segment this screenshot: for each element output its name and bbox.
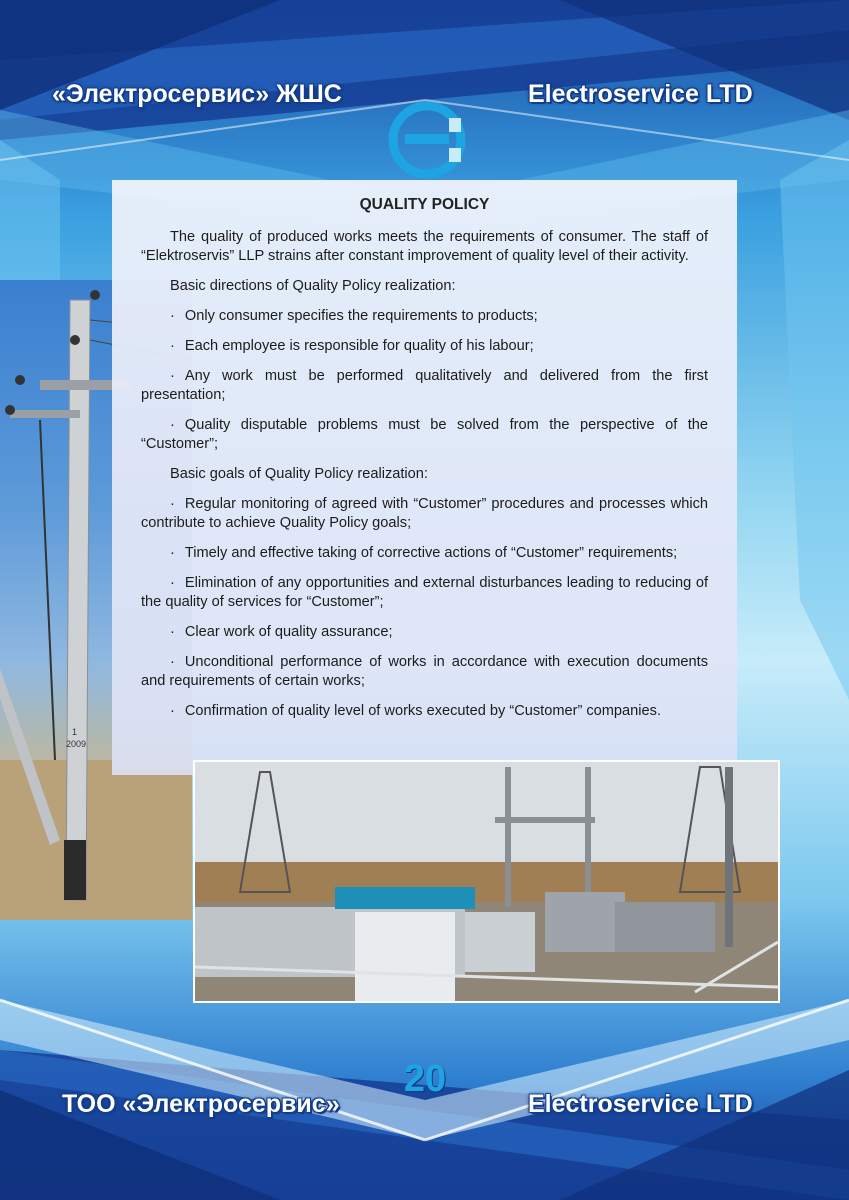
goal-item: · Regular monitoring of agreed with “Customer” procedures and processes which contribute to achieve Quality Policy goals; bbox=[141, 496, 708, 531]
direction-item: · Each employee is responsible for quality of his labour; bbox=[170, 338, 534, 354]
direction-item: · Any work must be performed qualitatively and delivered from the first presentation; bbox=[141, 368, 708, 403]
goal-item: · Timely and effective taking of corrective actions of “Customer” requirements; bbox=[170, 545, 678, 561]
direction-item: · Only consumer specifies the requirements to products; bbox=[170, 308, 538, 324]
footer-right-title: Electroservice LTD bbox=[528, 1090, 753, 1118]
goal-item: · Clear work of quality assurance; bbox=[170, 624, 393, 640]
substation-photo bbox=[193, 760, 780, 1003]
intro-paragraph: The quality of produced works meets the requirements of consumer. The staff of “Elektroservis” LLP strains after constant improvement of quality level of their activity. bbox=[141, 229, 708, 264]
goal-item: · Confirmation of quality level of works executed by “Customer” companies. bbox=[170, 703, 661, 719]
pole-marking-2: 2009 bbox=[66, 739, 87, 749]
goal-item: · Unconditional performance of works in accordance with execution documents and requirements of certain works; bbox=[141, 654, 708, 689]
bullet-icon: · bbox=[170, 417, 175, 433]
bullet-icon: · bbox=[170, 545, 175, 561]
bullet-icon: · bbox=[170, 624, 175, 640]
pole-marking-1: 1 bbox=[72, 727, 78, 737]
goal-item: · Elimination of any opportunities and external disturbances leading to reducing of the quality of services for “Customer”; bbox=[141, 575, 708, 610]
footer-left-title: ТОО «Электросервис» bbox=[62, 1090, 340, 1118]
quality-policy-document bbox=[141, 195, 708, 732]
page-number: 20 bbox=[403, 1058, 447, 1100]
bullet-icon: · bbox=[170, 496, 175, 512]
directions-heading: Basic directions of Quality Policy realization: bbox=[170, 278, 456, 294]
document-title: QUALITY POLICY bbox=[359, 196, 490, 213]
bullet-icon: · bbox=[170, 338, 175, 354]
bullet-icon: · bbox=[170, 575, 175, 591]
header-right-title: Electroservice LTD bbox=[528, 80, 753, 108]
bullet-icon: · bbox=[170, 703, 175, 719]
bullet-icon: · bbox=[170, 368, 175, 384]
bullet-icon: · bbox=[170, 308, 175, 324]
electroservice-logo-icon bbox=[387, 100, 467, 180]
goals-heading: Basic goals of Quality Policy realization: bbox=[170, 466, 428, 482]
header-left-title: «Электросервис» ЖШС bbox=[52, 80, 342, 108]
bullet-icon: · bbox=[170, 654, 175, 670]
direction-item: · Quality disputable problems must be solved from the perspective of the “Customer”; bbox=[141, 417, 708, 452]
